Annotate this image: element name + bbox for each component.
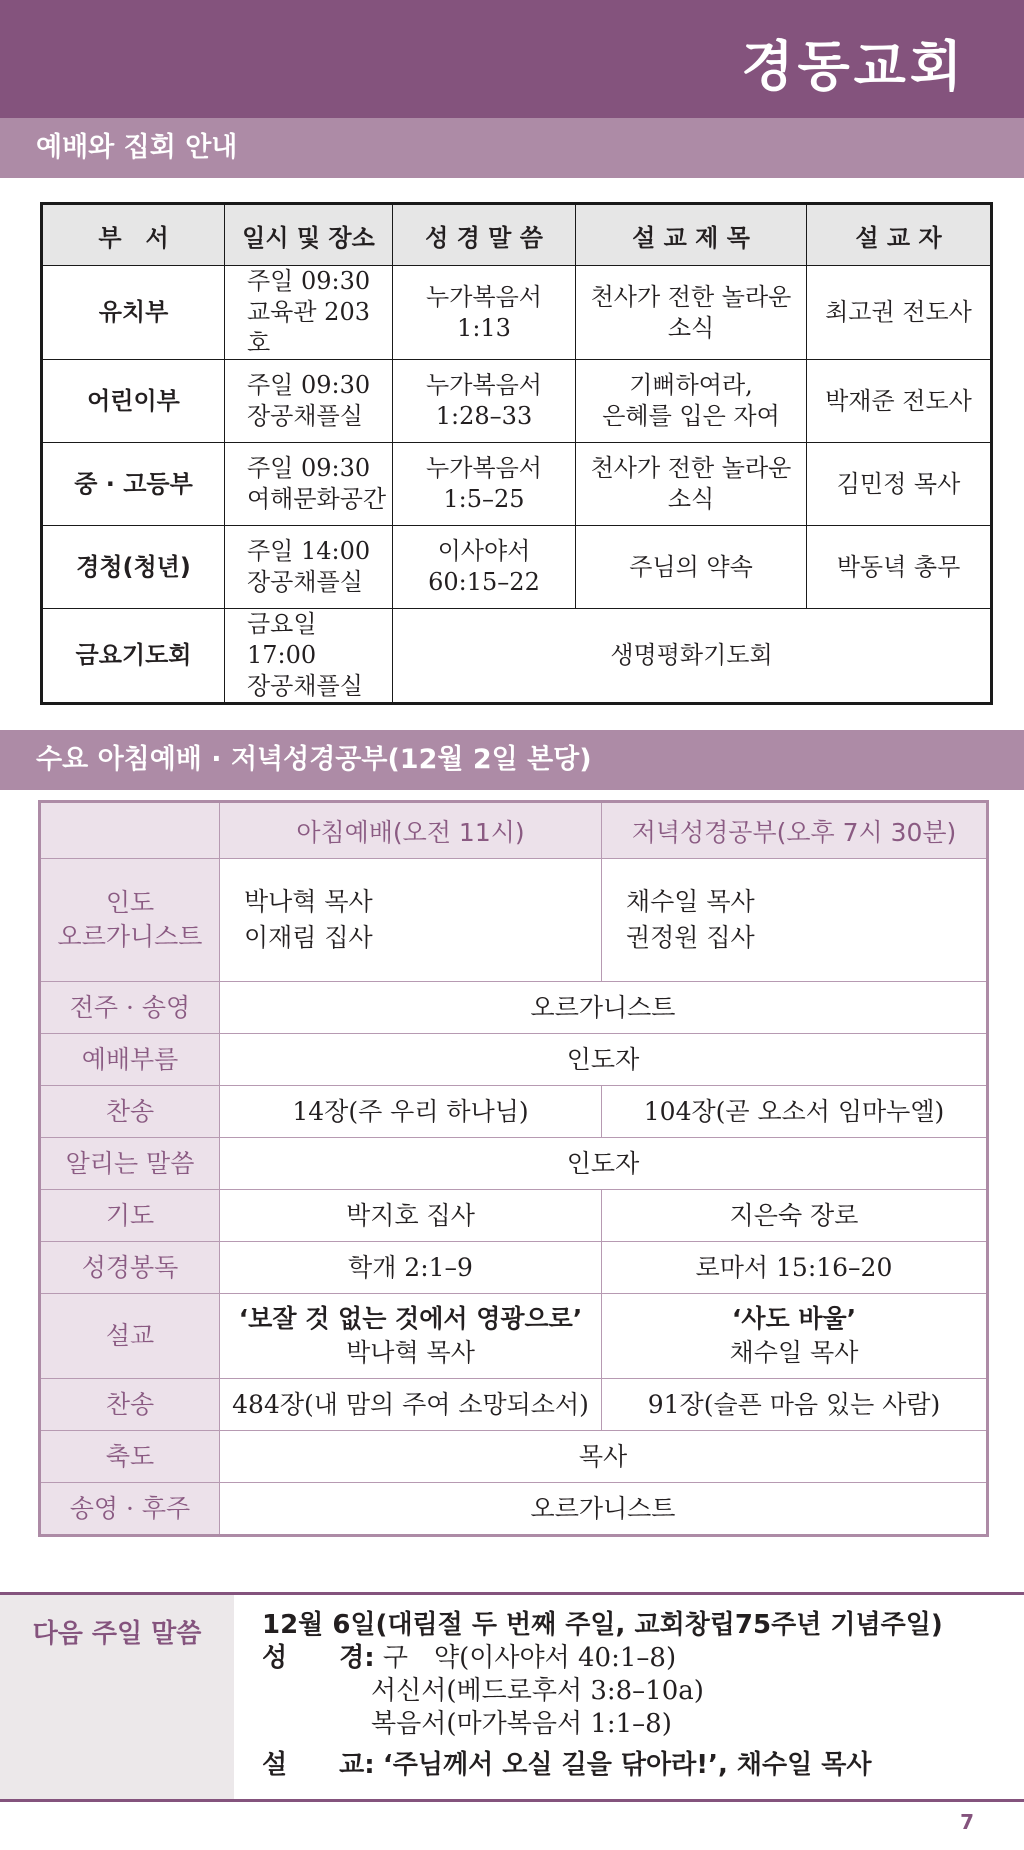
label-leader: 인도 (105, 888, 155, 917)
section-title-worship: 예배와 집회 안내 (0, 118, 1024, 178)
ot-reading: 구 약(이사야서 40:1–8) (382, 1643, 677, 1673)
table-row (40, 1294, 988, 1379)
time-cell (225, 526, 393, 609)
title-line1: 기뻐하여라, (629, 371, 753, 399)
preacher-cell: 김민정 목사 (807, 443, 992, 526)
title-cell (576, 443, 807, 526)
row-label: 예배부름 (40, 1034, 220, 1086)
row-label: 찬송 (40, 1086, 220, 1138)
col-preacher: 설 교 자 (807, 204, 992, 266)
next-week-sermon-row (262, 1749, 943, 1782)
bible-verse: 60:15–22 (428, 568, 540, 596)
next-week-label: 다음 주일 말씀 (32, 1619, 202, 1649)
col-morning: 아침예배(오전 11시) (220, 802, 602, 859)
time-cell (225, 360, 393, 443)
sermon-title: ‘보잘 것 없는 것에서 영광으로’ (238, 1304, 583, 1333)
table-row (40, 982, 988, 1034)
morning-organist: 이재림 집사 (244, 923, 373, 952)
dept-cell: 경청(청년) (42, 526, 225, 609)
table-row (40, 1379, 988, 1431)
section-title-wednesday: 수요 아침예배 · 저녁성경공부(12월 2일 본당) (0, 730, 1024, 790)
place-text: 장공채플실 (247, 568, 363, 596)
title-cell (576, 266, 807, 360)
row-value: 오르가니스트 (220, 982, 988, 1034)
preacher-cell: 박재준 전도사 (807, 360, 992, 443)
table-row (40, 1034, 988, 1086)
place-text: 장공채플실 (247, 672, 363, 700)
sermon-title: ‘사도 바울’ (731, 1304, 857, 1333)
title-line2: 은혜를 입은 자여 (602, 402, 780, 430)
gospel-reading: 복음서(마가복음서 1:1–8) (371, 1709, 672, 1739)
row-value: 인도자 (220, 1034, 988, 1086)
evening-value: 로마서 15:16–20 (602, 1242, 988, 1294)
table-row (40, 859, 988, 982)
bible-verse: 1:28–33 (435, 402, 533, 430)
morning-value: 14장(주 우리 하나님) (220, 1086, 602, 1138)
table-header-row (42, 204, 992, 266)
place-text: 장공채플실 (247, 402, 363, 430)
row-label: 알리는 말씀 (40, 1138, 220, 1190)
next-week-date: 12월 6일(대림절 두 번째 주일, 교회창립75주년 기념주일) (262, 1610, 943, 1640)
preacher-cell: 최고권 전도사 (807, 266, 992, 360)
title-cell (576, 360, 807, 443)
bible-book: 이사야서 (437, 537, 531, 565)
label-organist: 오르가니스트 (57, 922, 203, 951)
table-row (40, 1483, 988, 1536)
table-row (42, 360, 992, 443)
row-label: 축도 (40, 1431, 220, 1483)
table-row-friday (42, 609, 992, 704)
time-text: 주일 09:30 (247, 454, 371, 482)
bible-verse: 1:13 (457, 313, 511, 342)
col-title: 설 교 제 목 (576, 204, 807, 266)
row-label: 찬송 (40, 1379, 220, 1431)
evening-value: 104장(곧 오소서 임마누엘) (602, 1086, 988, 1138)
morning-value: 학개 2:1–9 (220, 1242, 602, 1294)
dept-cell: 중 · 고등부 (42, 443, 225, 526)
bible-label: 성 경: (262, 1643, 375, 1673)
morning-sermon (220, 1294, 602, 1379)
bible-cell (393, 360, 576, 443)
next-week-body (262, 1609, 943, 1782)
title-line1: 천사가 전한 놀라운 (590, 282, 792, 311)
bible-cell (393, 443, 576, 526)
table-row (42, 443, 992, 526)
col-dept: 부 서 (42, 204, 225, 266)
evening-value: 91장(슬픈 마음 있는 사람) (602, 1379, 988, 1431)
place-text: 여해문화공간 (247, 485, 387, 513)
program-cell: 생명평화기도회 (393, 609, 992, 704)
sermon-preacher: 박나혁 목사 (346, 1338, 475, 1367)
morning-leaders (220, 859, 602, 982)
sermon-text: ‘주님께서 오실 길을 닦아라!’, 채수일 목사 (382, 1750, 872, 1780)
time-cell (225, 609, 393, 704)
morning-value: 484장(내 맘의 주여 소망되소서) (220, 1379, 602, 1431)
row-label: 설교 (40, 1294, 220, 1379)
evening-leaders (602, 859, 988, 982)
worship-table (40, 202, 993, 705)
row-label: 송영 · 후주 (40, 1483, 220, 1536)
place-text: 교육관 203호 (247, 298, 370, 357)
morning-leader: 박나혁 목사 (244, 887, 373, 916)
table-row (40, 1190, 988, 1242)
title-line1: 천사가 전한 놀라운 (590, 454, 792, 482)
row-label: 기도 (40, 1190, 220, 1242)
table-row (40, 1138, 988, 1190)
dept-cell: 어린이부 (42, 360, 225, 443)
morning-value: 박지호 집사 (220, 1190, 602, 1242)
preacher-cell: 박동녁 총무 (807, 526, 992, 609)
bible-cell (393, 526, 576, 609)
wednesday-table (38, 800, 989, 1537)
dept-cell: 유치부 (42, 266, 225, 360)
table-row (40, 1431, 988, 1483)
col-time: 일시 및 장소 (225, 204, 393, 266)
table-row (42, 266, 992, 360)
evening-organist: 권정원 집사 (626, 923, 755, 952)
dept-cell: 금요기도회 (42, 609, 225, 704)
row-value: 목사 (220, 1431, 988, 1483)
row-label: 성경봉독 (40, 1242, 220, 1294)
next-week-bible-row (262, 1642, 943, 1675)
page-number: 7 (960, 1810, 974, 1834)
time-text: 금요일 17:00 (247, 610, 317, 669)
time-cell (225, 443, 393, 526)
table-row (40, 1086, 988, 1138)
col-evening: 저녁성경공부(오후 7시 30분) (602, 802, 988, 859)
table-header-row (40, 802, 988, 859)
table-row (42, 526, 992, 609)
time-cell (225, 266, 393, 360)
row-label-lead (40, 859, 220, 982)
title-line1: 주님의 약속 (629, 552, 753, 581)
title-line2: 소식 (667, 485, 715, 513)
title-cell (576, 526, 807, 609)
row-label: 전주 · 송영 (40, 982, 220, 1034)
row-value: 오르가니스트 (220, 1483, 988, 1536)
sermon-preacher: 채수일 목사 (729, 1338, 859, 1367)
bible-cell (393, 266, 576, 360)
evening-sermon (602, 1294, 988, 1379)
col-bible: 성 경 말 씀 (393, 204, 576, 266)
epistle-reading: 서신서(베드로후서 3:8–10a) (371, 1676, 704, 1706)
evening-leader: 채수일 목사 (626, 887, 755, 916)
time-text: 주일 14:00 (247, 537, 371, 565)
row-value: 인도자 (220, 1138, 988, 1190)
evening-value: 지은숙 장로 (602, 1190, 988, 1242)
bible-book: 누가복음서 (426, 282, 542, 311)
church-name: 경동교회 (741, 34, 966, 98)
sermon-label: 설 교: (262, 1750, 375, 1780)
title-line2: 소식 (667, 313, 715, 342)
header-band (0, 0, 1024, 118)
next-week-box (0, 1592, 1024, 1802)
table-row (40, 1242, 988, 1294)
time-text: 주일 09:30 (247, 371, 371, 399)
bible-book: 누가복음서 (426, 454, 542, 482)
next-week-label-box (0, 1595, 234, 1799)
bible-verse: 1:5–25 (443, 485, 525, 513)
corner-cell (40, 802, 220, 859)
time-text: 주일 09:30 (247, 267, 371, 295)
bible-book: 누가복음서 (426, 371, 542, 399)
